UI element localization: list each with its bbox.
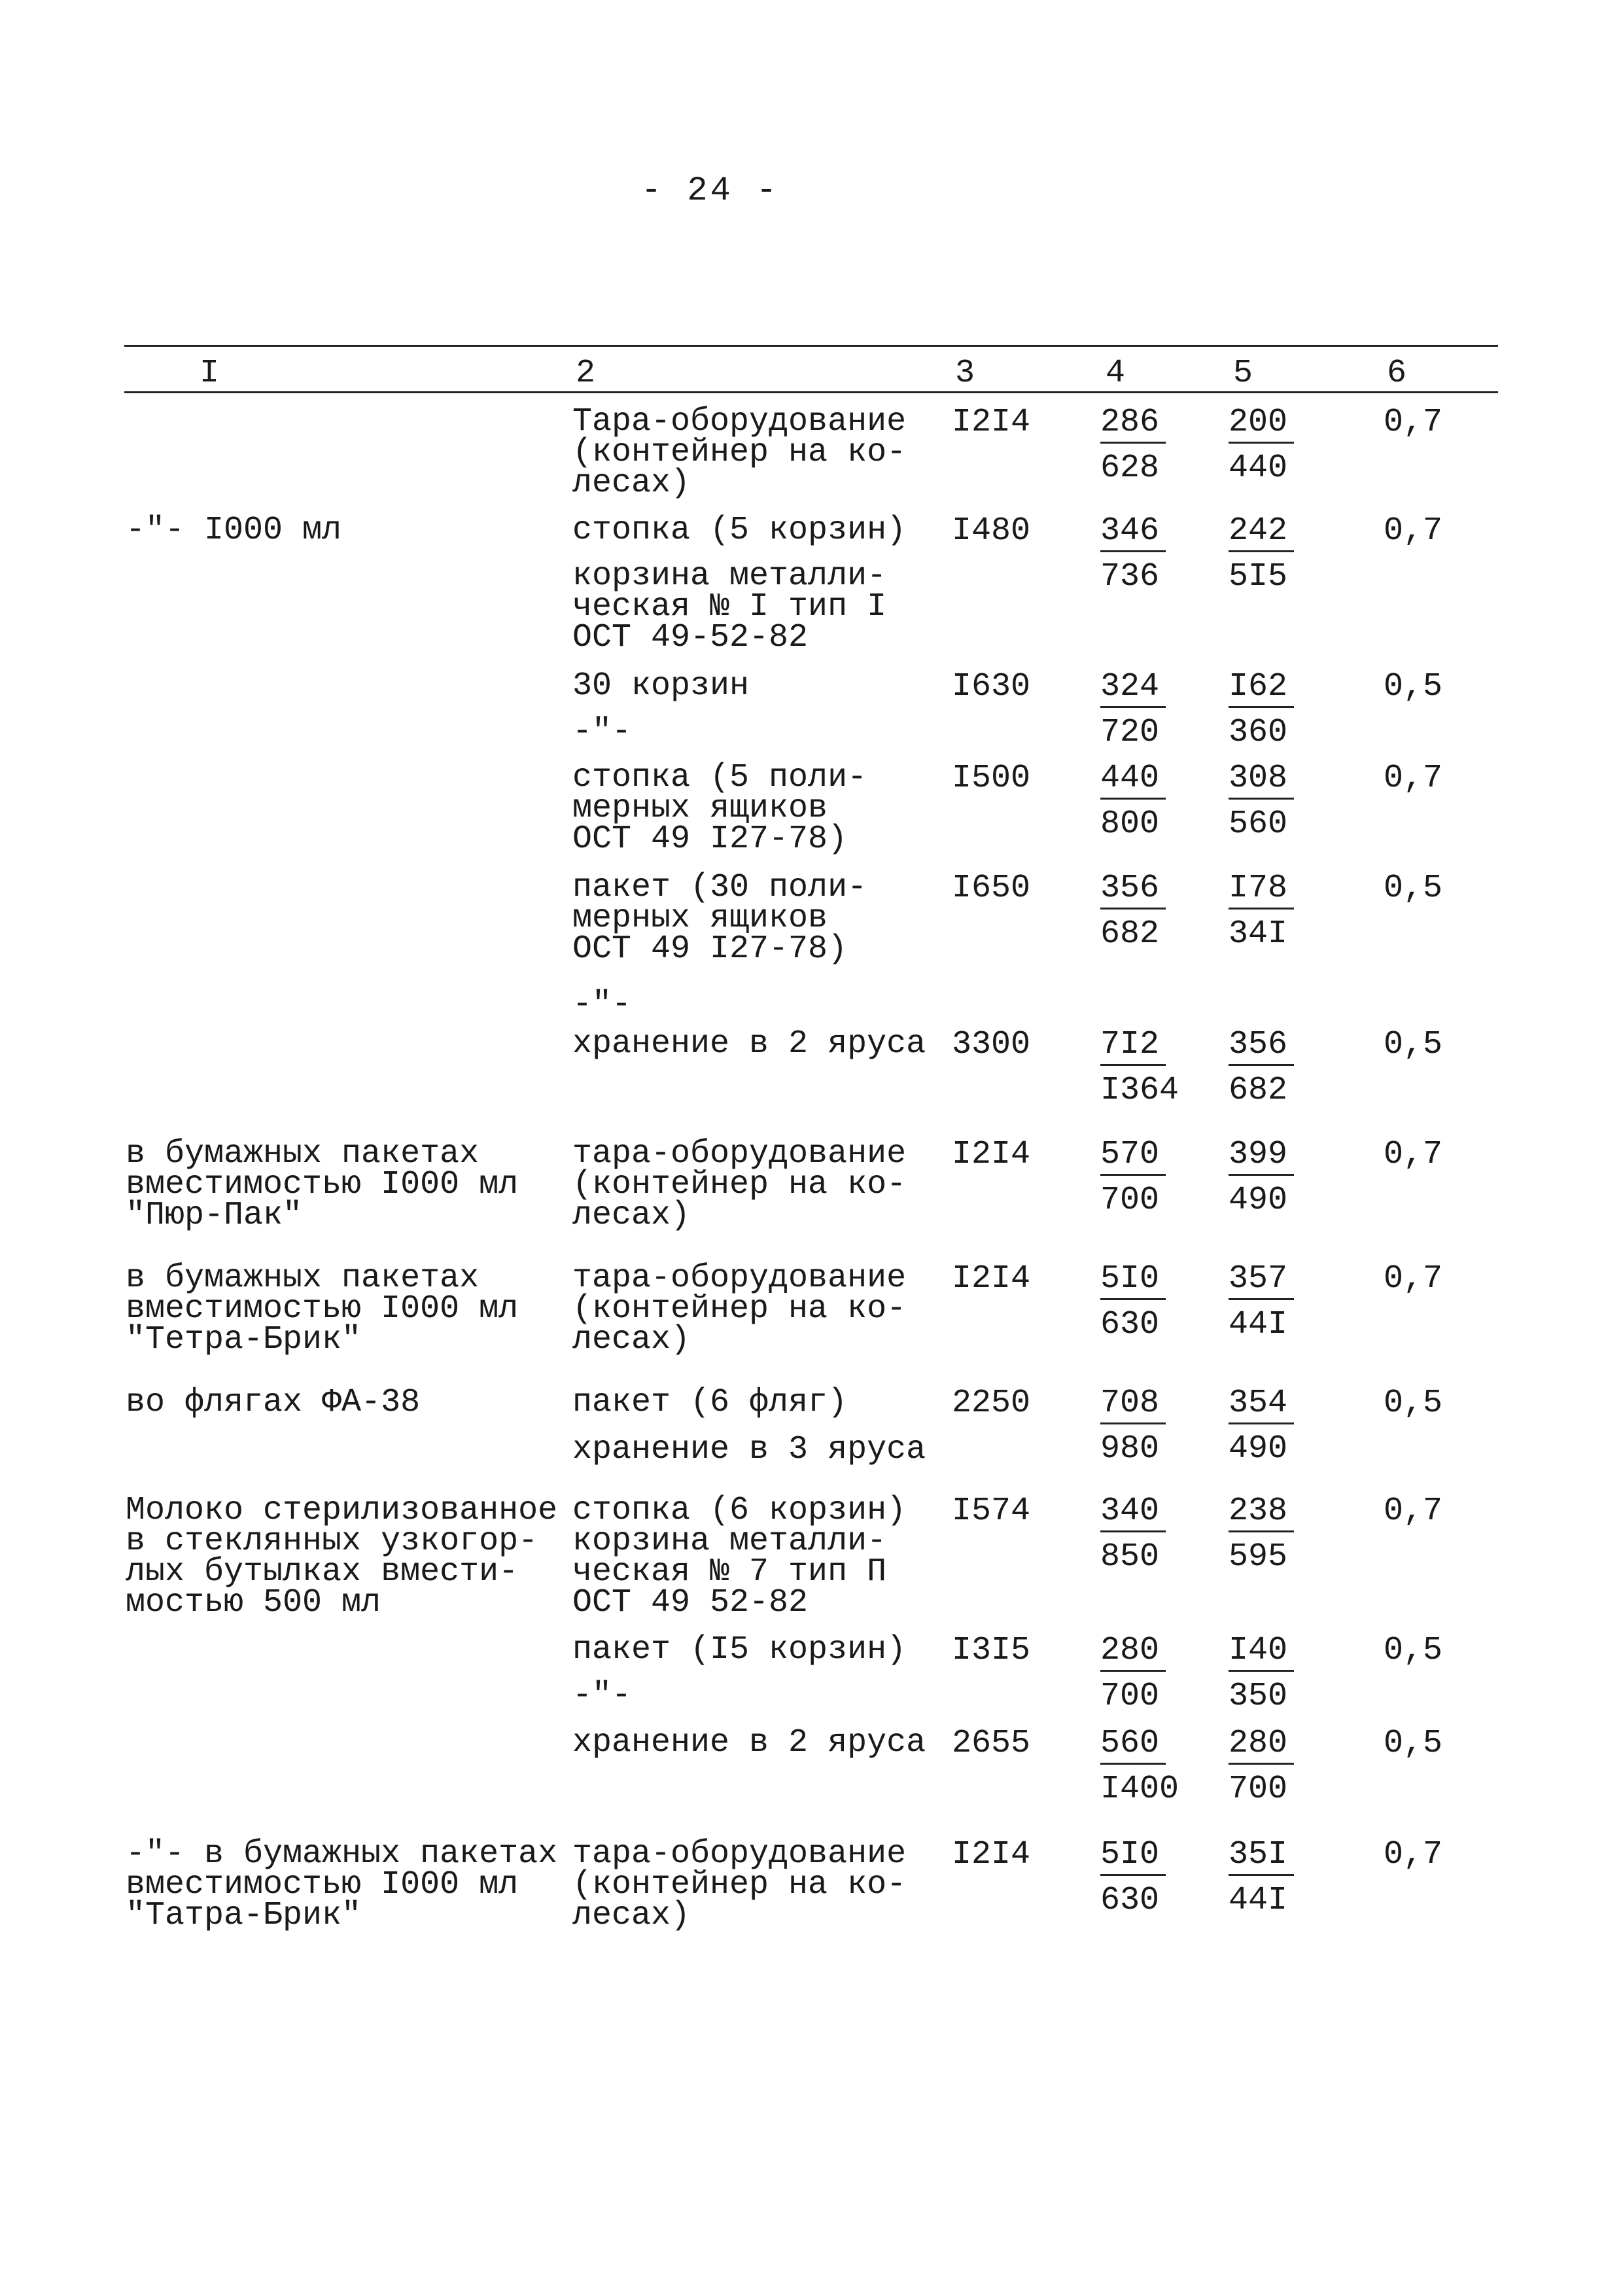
packaging-cell: Тара-оборудование (контейнер на ко- лесах) — [572, 403, 907, 502]
packaging-cell: -"- — [572, 713, 632, 751]
col4-denominator: I400 — [1100, 1771, 1179, 1808]
fraction-line — [1100, 1670, 1166, 1672]
packaging-cell: хранение в 2 яруса — [572, 1724, 926, 1761]
packaging-cell: тара-оборудование (контейнер на ко- лесах) — [572, 1835, 907, 1934]
fraction-line — [1100, 706, 1166, 708]
fraction-line — [1229, 798, 1294, 800]
page-number: - 24 - — [641, 171, 780, 210]
coefficient-cell: 0,5 — [1384, 1632, 1443, 1669]
fraction-line — [1229, 550, 1294, 552]
product-cell: в бумажных пакетах вместимостью I000 мл "Тетра-Брик" — [126, 1260, 519, 1358]
column-header-5: 5 — [1233, 355, 1253, 392]
col4-numerator: 346 — [1100, 512, 1160, 550]
column-header-6: 6 — [1387, 355, 1407, 392]
product-cell: -"- I000 мл — [126, 512, 342, 549]
quantity-cell: I574 — [952, 1492, 1031, 1530]
fraction-line — [1229, 1064, 1294, 1066]
quantity-cell: 3300 — [952, 1026, 1031, 1063]
quantity-cell: I2I4 — [952, 404, 1031, 441]
coefficient-cell: 0,7 — [1384, 1260, 1443, 1298]
fraction-line — [1229, 1670, 1294, 1672]
fraction-line — [1229, 1874, 1294, 1876]
fraction-line — [1100, 550, 1166, 552]
fraction-line — [1100, 1874, 1166, 1876]
col4-denominator: 700 — [1100, 1182, 1160, 1219]
col5-numerator: 242 — [1229, 512, 1288, 550]
col5-numerator: 238 — [1229, 1492, 1288, 1530]
packaging-cell: стопка (6 корзин) корзина металли- ческая № 7 тип П ОСТ 49 52-82 — [572, 1492, 907, 1621]
fraction-line — [1229, 442, 1294, 444]
col5-denominator: 490 — [1229, 1182, 1288, 1219]
col5-denominator: 44I — [1229, 1882, 1288, 1919]
col5-denominator: 5I5 — [1229, 558, 1288, 595]
product-cell: -"- в бумажных пакетах вместимостью I000 мл "Татра-Брик" — [126, 1835, 558, 1934]
coefficient-cell: 0,5 — [1384, 1725, 1443, 1762]
packaging-cell: корзина металли- ческая № I тип I ОСТ 49-52-82 — [572, 557, 887, 656]
coefficient-cell: 0,5 — [1384, 1026, 1443, 1063]
col5-numerator: I40 — [1229, 1632, 1288, 1669]
col4-denominator: I364 — [1100, 1072, 1179, 1109]
col4-numerator: 7I2 — [1100, 1026, 1160, 1063]
quantity-cell: I2I4 — [952, 1836, 1031, 1873]
col5-denominator: 360 — [1229, 714, 1288, 751]
col5-numerator: 399 — [1229, 1136, 1288, 1173]
col4-numerator: 570 — [1100, 1136, 1160, 1173]
fraction-line — [1100, 1174, 1166, 1176]
fraction-line — [1229, 1530, 1294, 1532]
col5-denominator: 700 — [1229, 1771, 1288, 1808]
col4-numerator: 5I0 — [1100, 1836, 1160, 1873]
col5-numerator: 200 — [1229, 404, 1288, 441]
packaging-cell: 30 корзин — [572, 667, 750, 705]
col4-denominator: 800 — [1100, 805, 1160, 843]
column-header-4: 4 — [1106, 355, 1126, 392]
coefficient-cell: 0,5 — [1384, 1385, 1443, 1422]
col5-denominator: 44I — [1229, 1306, 1288, 1343]
col5-numerator: 357 — [1229, 1260, 1288, 1298]
quantity-cell: 2250 — [952, 1385, 1031, 1422]
packaging-cell: пакет (30 поли- мерных ящиков ОСТ 49 I27-78) — [572, 869, 867, 968]
col4-denominator: 630 — [1100, 1306, 1160, 1343]
column-header-3: 3 — [955, 355, 975, 392]
col5-denominator: 440 — [1229, 450, 1288, 487]
quantity-cell: 2655 — [952, 1725, 1031, 1762]
fraction-line — [1100, 908, 1166, 910]
fraction-line — [1100, 1064, 1166, 1066]
col5-numerator: 35I — [1229, 1836, 1288, 1873]
coefficient-cell: 0,7 — [1384, 1492, 1443, 1530]
coefficient-cell: 0,7 — [1384, 760, 1443, 797]
coefficient-cell: 0,7 — [1384, 512, 1443, 550]
col4-denominator: 980 — [1100, 1430, 1160, 1468]
packaging-cell: тара-оборудование (контейнер на ко- лесах) — [572, 1135, 907, 1234]
fraction-line — [1100, 798, 1166, 800]
col5-numerator: 280 — [1229, 1725, 1288, 1762]
packaging-cell: хранение в 3 яруса — [572, 1431, 926, 1468]
col4-numerator: 324 — [1100, 668, 1160, 705]
col4-denominator: 850 — [1100, 1538, 1160, 1576]
col4-numerator: 560 — [1100, 1725, 1160, 1762]
packaging-cell: стопка (5 корзин) — [572, 512, 907, 549]
column-header-1: I — [200, 355, 220, 392]
col5-denominator: 595 — [1229, 1538, 1288, 1576]
col5-denominator: 560 — [1229, 805, 1288, 843]
packaging-cell: тара-оборудование (контейнер на ко- лесах) — [572, 1260, 907, 1358]
col4-denominator: 630 — [1100, 1882, 1160, 1919]
col4-denominator: 682 — [1100, 915, 1160, 953]
fraction-line — [1100, 1763, 1166, 1765]
product-cell: во флягах ФА-38 — [126, 1384, 421, 1421]
packaging-cell: пакет (I5 корзин) — [572, 1631, 907, 1669]
col4-numerator: 280 — [1100, 1632, 1160, 1669]
quantity-cell: I2I4 — [952, 1136, 1031, 1173]
fraction-line — [1229, 1422, 1294, 1424]
coefficient-cell: 0,5 — [1384, 668, 1443, 705]
col5-numerator: 356 — [1229, 1026, 1288, 1063]
col4-numerator: 340 — [1100, 1492, 1160, 1530]
quantity-cell: I480 — [952, 512, 1031, 550]
coefficient-cell: 0,7 — [1384, 1836, 1443, 1873]
fraction-line — [1229, 908, 1294, 910]
packaging-cell: -"- — [572, 986, 632, 1023]
col5-numerator: I78 — [1229, 870, 1288, 907]
quantity-cell: I630 — [952, 668, 1031, 705]
fraction-line — [1100, 1298, 1166, 1300]
table-top-rule — [124, 345, 1498, 347]
fraction-line — [1229, 1298, 1294, 1300]
fraction-line — [1229, 1763, 1294, 1765]
col4-denominator: 628 — [1100, 450, 1160, 487]
packaging-cell: стопка (5 поли- мерных ящиков ОСТ 49 I27-78) — [572, 759, 867, 858]
column-header-2: 2 — [576, 355, 596, 392]
col4-numerator: 708 — [1100, 1385, 1160, 1422]
col4-numerator: 286 — [1100, 404, 1160, 441]
quantity-cell: I500 — [952, 760, 1031, 797]
quantity-cell: I2I4 — [952, 1260, 1031, 1298]
header-bottom-rule — [124, 391, 1498, 393]
col5-denominator: 490 — [1229, 1430, 1288, 1468]
fraction-line — [1229, 706, 1294, 708]
quantity-cell: I650 — [952, 870, 1031, 907]
col5-denominator: 350 — [1229, 1678, 1288, 1715]
coefficient-cell: 0,7 — [1384, 404, 1443, 441]
product-cell: Молоко стерилизованное в стеклянных узкогор- лых бутылках вмести- мостью 500 мл — [126, 1492, 558, 1621]
packaging-cell: хранение в 2 яруса — [572, 1025, 926, 1063]
col5-numerator: I62 — [1229, 668, 1288, 705]
col4-denominator: 736 — [1100, 558, 1160, 595]
col5-denominator: 682 — [1229, 1072, 1288, 1109]
fraction-line — [1100, 442, 1166, 444]
coefficient-cell: 0,5 — [1384, 870, 1443, 907]
col4-denominator: 720 — [1100, 714, 1160, 751]
col4-denominator: 700 — [1100, 1678, 1160, 1715]
col4-numerator: 356 — [1100, 870, 1160, 907]
col4-numerator: 5I0 — [1100, 1260, 1160, 1298]
packaging-cell: -"- — [572, 1677, 632, 1714]
col4-numerator: 440 — [1100, 760, 1160, 797]
quantity-cell: I3I5 — [952, 1632, 1031, 1669]
col5-numerator: 308 — [1229, 760, 1288, 797]
col5-denominator: 34I — [1229, 915, 1288, 953]
fraction-line — [1229, 1174, 1294, 1176]
product-cell: в бумажных пакетах вместимостью I000 мл "Пюр-Пак" — [126, 1135, 519, 1234]
coefficient-cell: 0,7 — [1384, 1136, 1443, 1173]
col5-numerator: 354 — [1229, 1385, 1288, 1422]
packaging-cell: пакет (6 фляг) — [572, 1384, 848, 1421]
fraction-line — [1100, 1422, 1166, 1424]
fraction-line — [1100, 1530, 1166, 1532]
